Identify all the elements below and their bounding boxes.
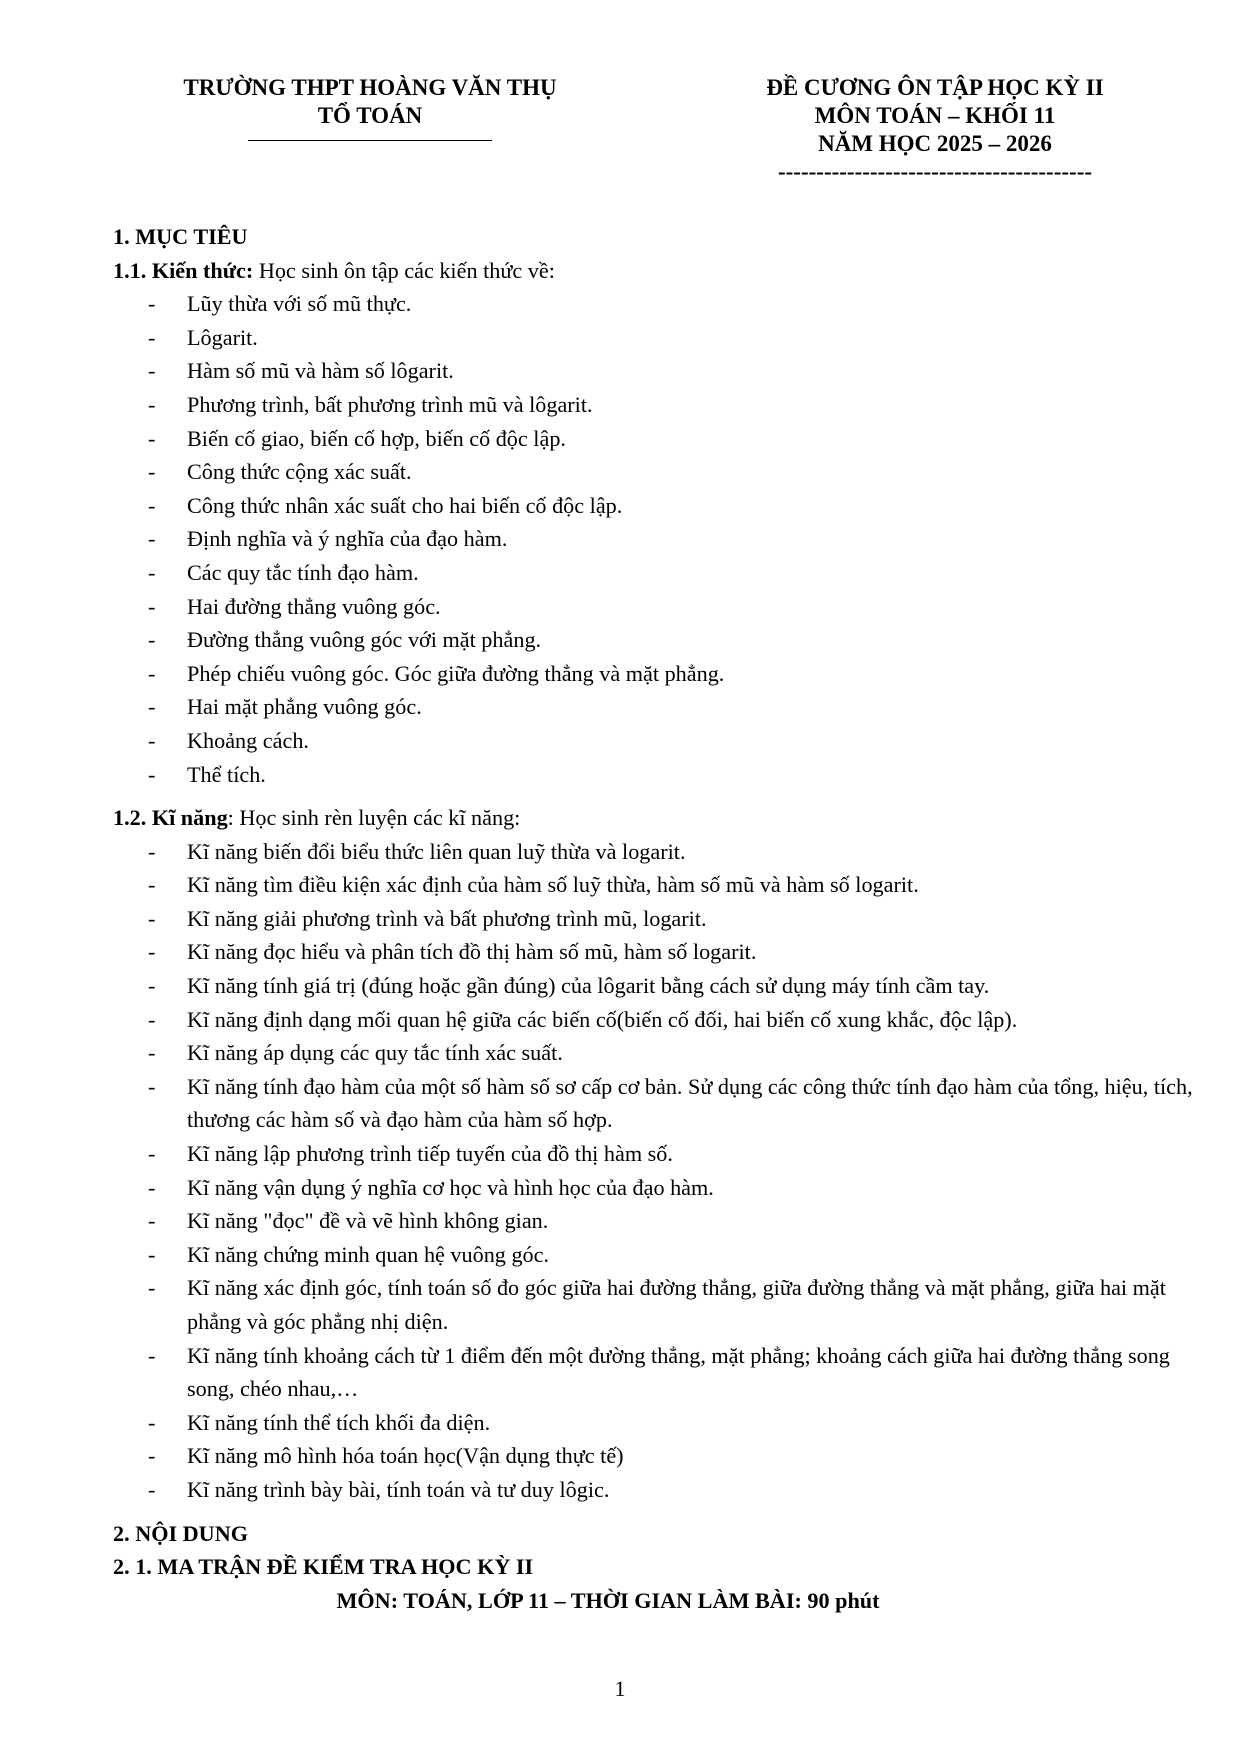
- section1-title: 1. MỤC TIÊU: [113, 224, 248, 249]
- dash-line: -----------------------------------------: [777, 159, 1093, 184]
- exam-info: MÔN: TOÁN, LỚP 11 – THỜI GIAN LÀM BÀI: 90 phút: [336, 1587, 880, 1613]
- list-item: - Công thức cộng xác suất.: [113, 455, 1193, 489]
- list-item: - Kĩ năng tìm điều kiện xác định của hàm số luỹ thừa, hàm số mũ và hàm số logarit.: [113, 868, 1193, 902]
- list-item: - Kĩ năng tính thể tích khối đa diện.: [113, 1406, 1193, 1440]
- list-item: - Hàm số mũ và hàm số lôgarit.: [113, 354, 1193, 388]
- knowledge-list: [113, 287, 1193, 791]
- skills-label: 1.2. Kĩ năng: [113, 805, 228, 831]
- list-item: - Kĩ năng đọc hiểu và phân tích đồ thị hàm số mũ, hàm số logarit.: [113, 935, 1193, 969]
- skills-heading: [113, 801, 1193, 835]
- list-item: - Kĩ năng "đọc" đề và vẽ hình không gian.: [113, 1204, 1193, 1238]
- header-right: [715, 74, 1155, 186]
- list-item: - Thể tích.: [113, 758, 1193, 792]
- list-item: - Các quy tắc tính đạo hàm.: [113, 556, 1193, 590]
- school-name: TRƯỜNG THPT HOÀNG VĂN THỤ: [183, 75, 557, 100]
- department-name: TỔ TOÁN: [317, 103, 423, 128]
- list-item: - Kĩ năng tính đạo hàm của một số hàm số sơ cấp cơ bản. Sử dụng các công thức tính đạo hàm của tổng, hiệu, tích, thương các hàm số và đạo hàm của hàm số hợp.: [113, 1070, 1193, 1137]
- list-item: - Khoảng cách.: [113, 724, 1193, 758]
- header-underline: [248, 140, 492, 141]
- list-item: - Phương trình, bất phương trình mũ và lôgarit.: [113, 388, 1193, 422]
- subject-line: MÔN TOÁN – KHỐI 11: [814, 103, 1056, 128]
- list-item: - Kĩ năng biến đổi biểu thức liên quan luỹ thừa và logarit.: [113, 835, 1193, 869]
- header-left: [150, 74, 590, 141]
- skills-list: [113, 835, 1193, 1507]
- list-item: - Kĩ năng trình bày bài, tính toán và tư duy lôgic.: [113, 1473, 1193, 1507]
- section2-title: 2. NỘI DUNG: [113, 1520, 248, 1546]
- list-item: - Kĩ năng áp dụng các quy tắc tính xác suất.: [113, 1036, 1193, 1070]
- doc-title: ĐỀ CƯƠNG ÔN TẬP HỌC KỲ II: [766, 75, 1104, 100]
- list-item: - Lũy thừa với số mũ thực.: [113, 287, 1193, 321]
- list-item: - Hai mặt phẳng vuông góc.: [113, 690, 1193, 724]
- list-item: - Biến cố giao, biến cố hợp, biến cố độc lập.: [113, 422, 1193, 456]
- list-item: - Kĩ năng chứng minh quan hệ vuông góc.: [113, 1238, 1193, 1272]
- list-item: - Kĩ năng vận dụng ý nghĩa cơ học và hình học của đạo hàm.: [113, 1171, 1193, 1205]
- document-body: [113, 220, 1193, 1617]
- page-number: 1: [614, 1676, 626, 1701]
- section2-subtitle: 2. 1. MA TRẬN ĐỀ KIỂM TRA HỌC KỲ II: [113, 1554, 534, 1580]
- knowledge-label: 1.1. Kiến thức:: [113, 257, 254, 283]
- list-item: - Kĩ năng mô hình hóa toán học(Vận dụng thực tế): [113, 1439, 1193, 1473]
- list-item: - Hai đường thẳng vuông góc.: [113, 590, 1193, 624]
- list-item: - Định nghĩa và ý nghĩa của đạo hàm.: [113, 522, 1193, 556]
- list-item: - Kĩ năng tính giá trị (đúng hoặc gần đúng) của lôgarit bằng cách sử dụng máy tính cầm tay.: [113, 969, 1193, 1003]
- list-item: - Công thức nhân xác suất cho hai biến cố độc lập.: [113, 489, 1193, 523]
- school-year: NĂM HỌC 2025 – 2026: [818, 131, 1052, 156]
- list-item: - Lôgarit.: [113, 321, 1193, 355]
- knowledge-heading: [113, 254, 1193, 288]
- knowledge-intro: Học sinh ôn tập các kiến thức về:: [253, 257, 555, 283]
- list-item: - Kĩ năng giải phương trình và bất phương trình mũ, logarit.: [113, 902, 1193, 936]
- list-item: - Đường thẳng vuông góc với mặt phẳng.: [113, 623, 1193, 657]
- skills-intro: : Học sinh rèn luyện các kĩ năng:: [227, 805, 521, 831]
- list-item: - Kĩ năng định dạng mối quan hệ giữa các biến cố(biến cố đối, hai biến cố xung khắc, độc lập).: [113, 1003, 1193, 1037]
- list-item: - Kĩ năng tính khoảng cách từ 1 điểm đến một đường thẳng, mặt phẳng; khoảng cách giữa hai đường thẳng song song, chéo nhau,…: [113, 1339, 1193, 1406]
- list-item: - Kĩ năng lập phương trình tiếp tuyến của đồ thị hàm số.: [113, 1137, 1193, 1171]
- list-item: - Kĩ năng xác định góc, tính toán số đo góc giữa hai đường thẳng, giữa đường thẳng và mặt phẳng, giữa hai mặt phẳng và góc phẳng nhị diện.: [113, 1271, 1193, 1338]
- list-item: - Phép chiếu vuông góc. Góc giữa đường thẳng và mặt phẳng.: [113, 657, 1193, 691]
